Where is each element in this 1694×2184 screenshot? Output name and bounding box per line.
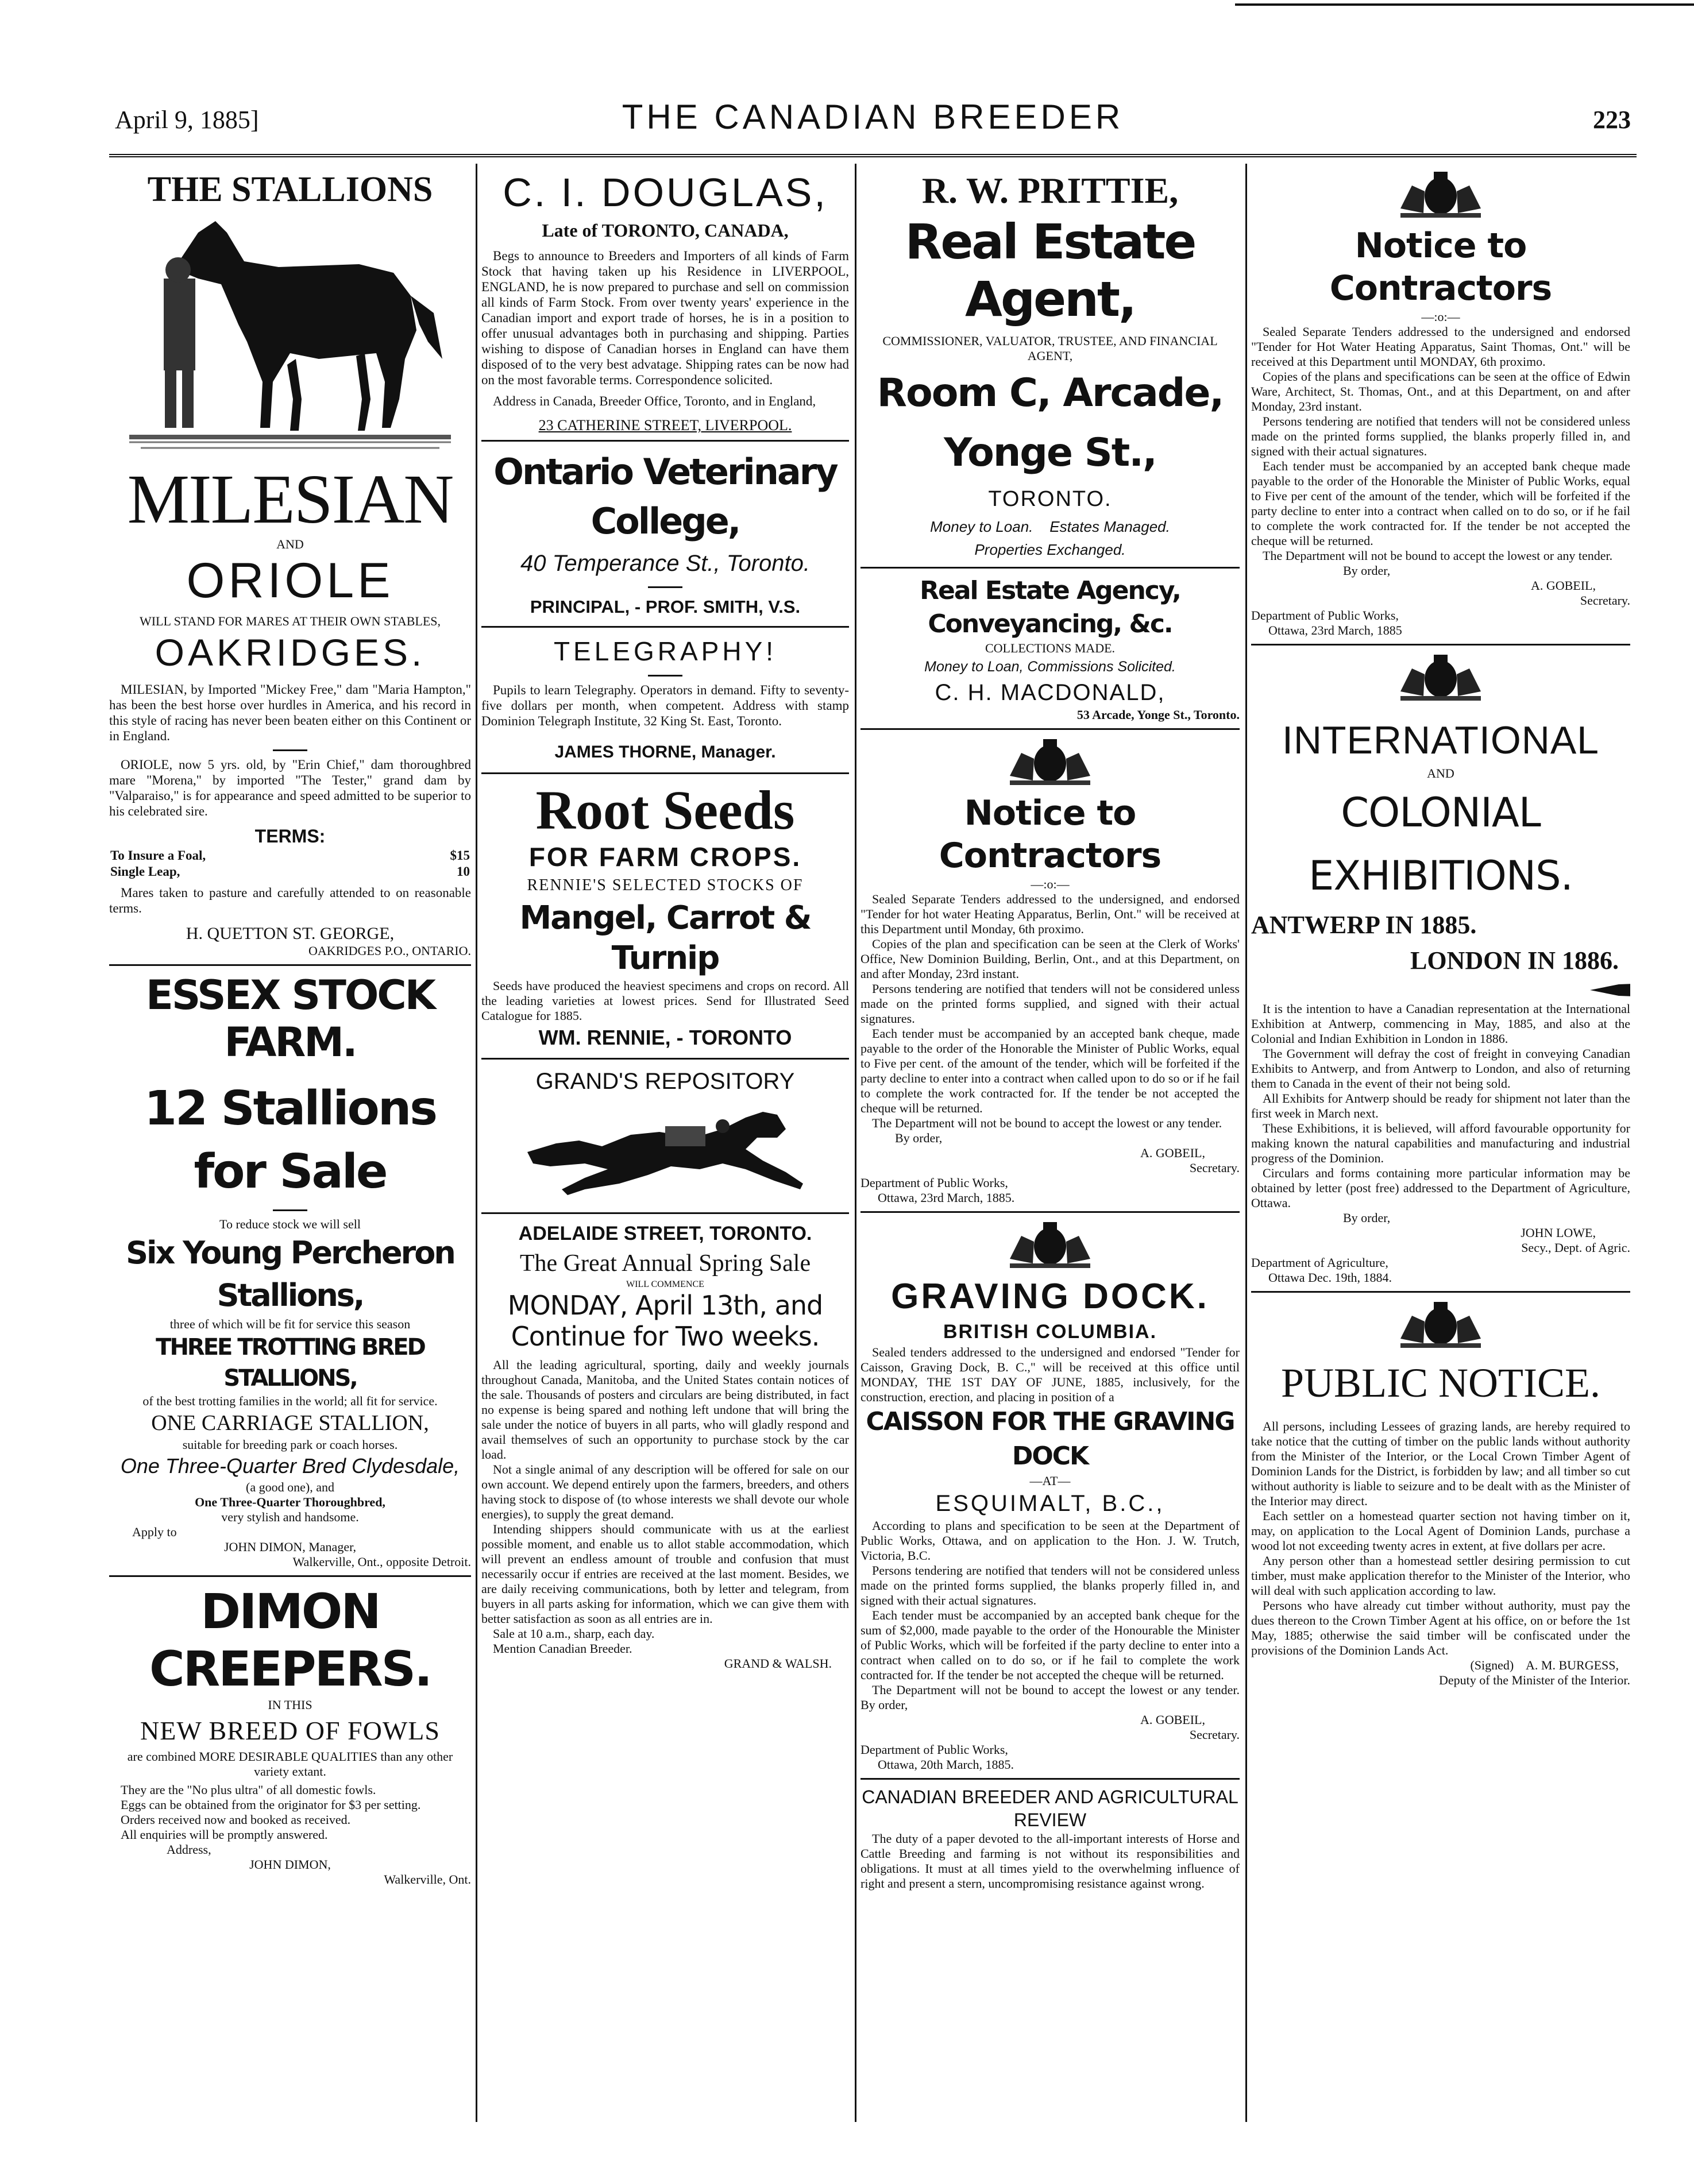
by-order-text: By order, xyxy=(1343,563,1391,578)
real-estate-heading: Real Estate Agent, xyxy=(905,214,1195,327)
oakridges-heading: OAKRIDGES. xyxy=(155,631,426,674)
divider xyxy=(1251,644,1630,645)
column-4 xyxy=(1251,164,1630,2122)
column-rule xyxy=(855,164,856,2122)
commissioner-text: COMMISSIONER, VALUATOR, TRUSTEE, AND FINANCIAL AGENT, xyxy=(882,334,1218,363)
secretary-title: Secretary. xyxy=(1580,593,1630,608)
trotting-heading: THREE TROTTING BRED STALLIONS, xyxy=(156,1334,425,1391)
oriole-heading: ORIOLE xyxy=(186,553,394,608)
douglas-address-line: Address in Canada, Breeder Office, Toronto, and in England, xyxy=(493,394,816,408)
will-commence-text: WILL COMMENCE xyxy=(626,1280,704,1289)
by-order-text: By order, xyxy=(895,1131,943,1145)
grand-walsh-text: GRAND & WALSH. xyxy=(724,1656,832,1671)
divider xyxy=(109,1575,471,1577)
dept2-text: Department of Public Works, xyxy=(860,1742,1008,1757)
temperance-text: 40 Temperance St., Toronto. xyxy=(520,551,811,576)
burgess-title: Deputy of the Minister of the Interior. xyxy=(1439,1673,1630,1687)
mention-text: Mention Canadian Breeder. xyxy=(493,1641,632,1656)
notice-separator: —:o:— xyxy=(1421,310,1460,324)
room-heading: Room C, Arcade, Yonge St., xyxy=(877,370,1224,476)
telegraphy-body: Pupils to learn Telegraphy. Operators in demand. Fifty to seventy-five dollars per month, when competent. Address with stamp Dominion Telegraph Institute, 32 King St. East, Toronto. xyxy=(481,683,849,728)
best-trot-text: of the best trotting families in the world; all fit for service. xyxy=(142,1394,438,1408)
notice-heading: Notice to Contractors xyxy=(1329,226,1552,308)
seeds-body: Seeds have produced the heaviest specimens and crops on record. All the leading varieties at lowest prices. Send for Illustrated Seed Catalogue for 1885. xyxy=(481,979,849,1023)
terms-label: Single Leap, xyxy=(110,864,180,879)
plus-ultra-text: They are the "No plus ultra" of all domestic fowls. xyxy=(121,1783,376,1797)
notice-body-3: Persons tendering are notified that tenders will not be considered unless made on the printed forms supplied, the blanks properly filled in, and signed with their actual signatures. xyxy=(1251,414,1630,458)
sale-time-text: Sale at 10 a.m., sharp, each day. xyxy=(493,1626,655,1641)
eggs-text: Eggs can be obtained from the originator for $3 per setting. xyxy=(121,1798,421,1812)
adelaide-text: ADELAIDE STREET, TORONTO. xyxy=(518,1223,812,1244)
issue-date: April 9, 1885] xyxy=(115,106,259,134)
column-2 xyxy=(481,164,849,2122)
divider xyxy=(481,772,849,774)
milesian-description: MILESIAN, by Imported "Mickey Free," dam "Maria Hampton," has been the best horse over hurdles in America, and his record in this style of racing has never been beaten either on this Continent or in England. xyxy=(109,682,471,743)
london-heading: LONDON IN 1886. xyxy=(1410,946,1619,975)
esquimalt-heading: ESQUIMALT, B.C., xyxy=(935,1491,1165,1516)
notice-body-2: Copies of the plans and specifications can be seen at the office of Edwin Ware, Architect, St. Thomas, Ont., and at this Department, on and after Monday, 23rd instant. xyxy=(1251,369,1630,413)
dimon-town: Walkerville, Ont. xyxy=(384,1872,471,1887)
dock-body-3: Persons tendering are notified that tenders will not be considered unless made on the printed forms supplied, the blanks properly filled in, and signed with their actual signatures. xyxy=(860,1563,1240,1607)
exhibition-body-3: All Exhibits for Antwerp should be ready for shipment not later than the first week in March next. xyxy=(1251,1091,1630,1120)
terms-table xyxy=(109,847,471,880)
divider xyxy=(860,1211,1240,1213)
dock-body-2: According to plans and specification to be seen at the Department of Public Works, Ottawa, and on application to the Hon. J. W. Trutch, Victoria, B.C. xyxy=(860,1518,1240,1563)
column-rule xyxy=(476,164,477,2122)
antwerp-heading: ANTWERP IN 1885. xyxy=(1251,911,1477,939)
dock-body-1: Sealed tenders addressed to the undersigned and endorsed "Tender for Caisson, Graving Dock, B. C.," will be received at this office until MONDAY, THE 1ST DAY OF JUNE, 1885, inclusively, for the construction, erection, and placing in position of a xyxy=(860,1345,1240,1404)
and-text: AND xyxy=(276,537,304,551)
royal-crest-icon xyxy=(1389,651,1492,703)
by-order-text: By order, xyxy=(1343,1211,1391,1225)
twelve-stallions-heading: 12 Stallions for Sale xyxy=(144,1081,437,1199)
notice-body-5: The Department will not be bound to accept the lowest or any tender. xyxy=(1263,548,1613,563)
rennie-text: WM. RENNIE, - TORONTO xyxy=(538,1026,792,1049)
prittie-heading: R. W. PRITTIE, xyxy=(921,170,1179,211)
divider xyxy=(648,586,682,588)
divider xyxy=(860,567,1240,569)
divider xyxy=(109,964,471,966)
money2-text: Money to Loan, Commissions Solicited. xyxy=(924,659,1176,675)
dimon-name: JOHN DIMON, xyxy=(249,1857,331,1872)
farm-crops-heading: FOR FARM CROPS. xyxy=(528,842,802,872)
dept-date: Ottawa, 23rd March, 1885. xyxy=(878,1190,1015,1205)
thorne-text: JAMES THORNE, Manager. xyxy=(554,743,776,761)
burgess-signature: (Signed) A. M. BURGESS, xyxy=(1470,1658,1619,1672)
terms-value: 10 xyxy=(457,864,470,879)
terms-row xyxy=(110,848,470,863)
macdonald-address: 53 Arcade, Yonge St., Toronto. xyxy=(1076,708,1240,722)
dept-text: Department of Public Works, xyxy=(1251,608,1399,623)
rennie-selected-text: RENNIE'S SELECTED STOCKS OF xyxy=(527,876,804,894)
in-this-text: IN THIS xyxy=(268,1698,312,1712)
percheron-heading: Six Young Percheron Stallions, xyxy=(126,1235,454,1313)
late-of-text: Late of TORONTO, CANADA, xyxy=(542,220,789,241)
toronto-heading: TORONTO. xyxy=(988,487,1112,511)
bc-heading: BRITISH COLUMBIA. xyxy=(943,1321,1157,1343)
royal-crest-icon xyxy=(998,1219,1102,1270)
dept-text: Department of Public Works, xyxy=(860,1176,1008,1190)
will-stand-text: WILL STAND FOR MARES AT THEIR OWN STABLES, xyxy=(139,614,441,628)
reduce-text: To reduce stock we will sell xyxy=(219,1217,361,1231)
pointing-hand-wrap xyxy=(1251,979,1630,1002)
ovc-heading: Ontario Veterinary College, xyxy=(493,451,837,542)
thoroughbred-heading: One Three-Quarter Thoroughbred, xyxy=(195,1495,385,1509)
royal-crest-icon xyxy=(1389,1298,1492,1350)
creepers-heading: DIMON CREEPERS. xyxy=(149,1583,431,1697)
exhibition-body-2: The Government will defray the cost of freight in conveying Canadian Exhibits to Antwerp, and from Antwerp to London, and also of returning them to Canada in the event of their not being sold. xyxy=(1251,1046,1630,1091)
milesian-heading: MILESIAN xyxy=(127,461,453,538)
notice-body-4: Each tender must be accompanied by an accepted bank cheque made payable to the order of the Honorable the Minister of Public Works, equal to Five per cent of the amount of the tender, which will be forfeited if the party decline to enter into a contract when called on to do so, or if he fail to complete the work contracted for. If the tender be not accepted the cheque will be returned. xyxy=(1251,459,1630,548)
top-rule xyxy=(1235,3,1694,6)
royal-crest-icon xyxy=(1389,168,1492,220)
stylish-text: very stylish and handsome. xyxy=(221,1510,359,1524)
clydesdale-heading: One Three-Quarter Bred Clydesdale, xyxy=(120,1454,460,1478)
agency-heading: Real Estate Agency, Conveyancing, &c. xyxy=(920,576,1180,639)
colonial-heading: COLONIAL EXHIBITIONS. xyxy=(1309,789,1573,899)
grands-heading: GRAND'S REPOSITORY xyxy=(535,1069,795,1094)
page-header xyxy=(115,98,1631,138)
essex-heading: ESSEX STOCK FARM. xyxy=(146,972,434,1066)
money-text: Money to Loan. Estates Managed. xyxy=(930,518,1170,535)
column-1 xyxy=(109,164,471,2122)
stallions-heading: THE STALLIONS xyxy=(147,170,433,209)
caisson-heading: CAISSON FOR THE GRAVING DOCK xyxy=(866,1407,1234,1471)
divider xyxy=(273,749,307,751)
monday-heading: MONDAY, April 13th, and Continue for Two weeks. xyxy=(507,1290,823,1352)
page-number: 223 xyxy=(1593,106,1631,134)
header-rule xyxy=(109,154,1637,160)
divider xyxy=(860,728,1240,730)
douglas-heading: C. I. DOUGLAS, xyxy=(503,170,828,215)
dept2-date: Ottawa, 20th March, 1885. xyxy=(878,1757,1014,1772)
dept-date: Ottawa, 23rd March, 1885 xyxy=(1268,623,1402,637)
dock-body-4: Each tender must be accompanied by an accepted bank cheque for the sum of $2,000, made payable to the order of the Honourable the Minister of Public Works, which will be forfeited if the party decline to enter into a contract when called on to do so, or if he fail to complete the work contracted for. If the tender be not accepted the cheque will be returned. xyxy=(860,1608,1240,1682)
notice-separator: —:o:— xyxy=(1031,877,1070,891)
gobeil-name: A. GOBEIL, xyxy=(1140,1146,1205,1160)
at-text: —AT— xyxy=(1029,1474,1071,1488)
and-text: AND xyxy=(1427,766,1454,780)
running-horse-icon xyxy=(516,1097,815,1207)
divider xyxy=(481,440,849,442)
newspaper-title: THE CANADIAN BREEDER xyxy=(622,98,1124,136)
gobeil2-name: A. GOBEIL, xyxy=(1140,1713,1205,1727)
properties-text: Properties Exchanged. xyxy=(974,541,1126,558)
exhibition-body-4: These Exhibitions, it is believed, will afford favourable opportunity for making known the natural capabilities and manufacturing and industrial progress of the Dominion. xyxy=(1251,1121,1630,1165)
macdonald-heading: C. H. MACDONALD, xyxy=(935,680,1166,705)
terms-label: To Insure a Foal, xyxy=(110,848,206,863)
mares-text: Mares taken to pasture and carefully attended to on reasonable terms. xyxy=(109,886,471,915)
exhibition-body-5: Circulars and forms containing more particular information may be obtained by letter (post free) addressed to the Department of Agriculture, Ottawa. xyxy=(1251,1166,1630,1210)
horse-engraving-icon xyxy=(129,210,451,462)
enquiries-text: All enquiries will be promptly answered. xyxy=(121,1827,328,1842)
exhibition-body-1: It is the intention to have a Canadian representation at the International Exhibition at Antwerp, commencing in May, 1885, and also at the Colonial and Indian Exhibition in London in 1886. xyxy=(1251,1002,1630,1046)
public-notice-body-1: All persons, including Lessees of grazing lands, are hereby required to take notice that the cutting of timber on the public lands without authority from the Minister of the Interior, or the Local Crown Timber Agent of Dominion Lands for the District, is forbidden by law; and all timber so cut without authority is liable to seizure and to be dealt with as the Minister of the Interior may direct. xyxy=(1251,1419,1630,1508)
public-notice-body-3: Any person other than a homestead settler desiring permission to cut timber, must make application therefor to the Minister of the Interior, who will deal with such application according to law. xyxy=(1251,1553,1630,1598)
dimon-address: Walkerville, Ont., opposite Detroit. xyxy=(292,1555,471,1569)
root-seeds-heading: Root Seeds xyxy=(535,779,795,841)
sale-body-2: Not a single animal of any description will be offered for sale on our own account. We depend entirely upon the farmers, breeders, and others having stock to dispose of (to whose interests we shall devote our whole energies), to supply the great demand. xyxy=(481,1462,849,1521)
divider xyxy=(273,1209,307,1211)
terms-row xyxy=(110,864,470,879)
royal-crest-icon xyxy=(998,736,1102,787)
dock-body-5: The Department will not be bound to accept the lowest or any tender. By order, xyxy=(860,1683,1240,1712)
oriole-description: ORIOLE, now 5 yrs. old, by "Erin Chief," dam thoroughbred mare "Morena," by imported "The Tester," grand dam by "Valparaiso," is for appearance and speed admitted to be superior to his celebrated sire. xyxy=(109,757,471,818)
international-heading: INTERNATIONAL xyxy=(1282,718,1600,762)
lowe-name: JOHN LOWE, xyxy=(1521,1226,1596,1240)
mangel-heading: Mangel, Carrot & Turnip xyxy=(519,899,811,977)
suitable-text: suitable for breeding park or coach horses. xyxy=(182,1437,398,1452)
great-sale-heading: The Great Annual Spring Sale xyxy=(519,1250,811,1277)
divider xyxy=(648,675,682,677)
agri-dept-date: Ottawa Dec. 19th, 1884. xyxy=(1268,1270,1392,1285)
secretary-title: Secretary. xyxy=(1189,1161,1240,1175)
signer-address: OAKRIDGES P.O., ONTARIO. xyxy=(308,944,471,958)
column-rule xyxy=(1245,164,1247,2122)
address-label: Address, xyxy=(167,1842,211,1857)
divider xyxy=(481,1212,849,1214)
terms-value: $15 xyxy=(450,848,470,863)
divider xyxy=(1251,1291,1630,1293)
notice-body-3: Persons tendering are notified that tenders will not be considered unless made on the printed forms supplied, and signed with their actual signatures. xyxy=(860,981,1240,1026)
divider xyxy=(481,1058,849,1060)
notice-body-4: Each tender must be accompanied by an accepted bank cheque, made payable to the order of the Honorable the Minister of Public Works, equal to Five per cent. of the amount of the tender, which will be forfeited if the party decline to enter into a contract when called upon to do so or if he fail to complete the work contracted for. If the tender be not accepted the cheque will be returned. xyxy=(860,1026,1240,1115)
pointing-hand-icon xyxy=(1590,979,1630,1002)
good-text: (a good one), and xyxy=(246,1480,334,1494)
notice-body-2: Copies of the plan and specification can be seen at the Clerk of Works' Office, New Dominion Building, Berlin, Ont., and at this Department, on and after Monday, 23rd instant. xyxy=(860,937,1240,981)
three-of-text: three of which will be fit for service this season xyxy=(169,1317,411,1331)
carriage-heading: ONE CARRIAGE STALLION, xyxy=(151,1411,429,1435)
public-notice-body-4: Persons who have already cut timber without authority, must pay the dues thereon to the Crown Timber Agent at his office, on or before the 1st May, 1885; otherwise the said timber will be confiscated under the provisions of the Dominion Lands Act. xyxy=(1251,1598,1630,1657)
graving-heading: GRAVING DOCK. xyxy=(891,1277,1209,1316)
orders-text: Orders received now and booked as received. xyxy=(121,1812,351,1827)
catherine-street: 23 CATHERINE STREET, LIVERPOOL. xyxy=(538,417,792,434)
divider xyxy=(481,626,849,628)
douglas-body: Begs to announce to Breeders and Importers of all kinds of Farm Stock that having taken up his Residence in LIVERPOOL, ENGLAND, he is now prepared to purchase and sell on commission all kinds of Farm Stock. From over twenty years' experience in the Canadian import and export trade of horses, he is in a position to offer unusual advantages both in purchasing and shipping. Parties wishing to dispose of Canadian horses in England can have them disposed of to the very best advatage. Shipping rates can be now had on the most favorable terms. Correspondence solicited. xyxy=(481,249,849,387)
public-notice-heading: PUBLIC NOTICE. xyxy=(1281,1360,1600,1406)
notice-body-1: Sealed Separate Tenders addressed to the undersigned, and endorsed "Tender for hot water Heating Apparatus, Berlin, Ont." will be received at this Department until Monday, 6th proximo. xyxy=(860,892,1240,936)
signer-name: H. QUETTON ST. GEORGE, xyxy=(186,924,395,943)
column-3 xyxy=(860,164,1240,2122)
breeder-review-heading: CANADIAN BREEDER AND AGRICULTURAL REVIEW xyxy=(862,1787,1238,1830)
dimon-manager: JOHN DIMON, Manager, xyxy=(223,1540,357,1554)
apply-text: Apply to xyxy=(132,1525,177,1539)
sale-body-1: All the leading agricultural, sporting, daily and weekly journals throughout Canada, Manitoba, and the United States contain notices of the sale. Thousands of posters and circulars are being distributed, in fact no expense is being spared and nothing left undone that will bring the sale under the notice of buyers in all parts, who will gladly respond and avail themselves of such an opportunity to purchase stock by the car load. xyxy=(481,1358,849,1462)
new-breed-heading: NEW BREED OF FOWLS xyxy=(140,1716,440,1745)
secretary2-title: Secretary. xyxy=(1189,1727,1240,1742)
notice-body-5: The Department will not be bound to accept the lowest or any tender. xyxy=(872,1116,1222,1130)
principal-text: PRINCIPAL, - PROF. SMITH, V.S. xyxy=(530,597,801,617)
public-notice-body-2: Each settler on a homestead quarter section not having timber on it, may, on application to the Local Agent of Dominion Lands, purchase a wood lot not exceeding twenty acres in extent, at five dollars per acre. xyxy=(1251,1509,1630,1553)
lowe-title: Secy., Dept. of Agric. xyxy=(1521,1240,1630,1255)
notice-body-1: Sealed Separate Tenders addressed to the undersigned and endorsed "Tender for Hot Water Heating Apparatus, Saint Thomas, Ont." will be received at this Department until MONDAY, 6th proximo. xyxy=(1251,324,1630,369)
sale-body-3: Intending shippers should communicate with us at the earliest possible moment, and enable us to allot stable accommodation, which will prevent an endless amount of trouble and confusion that must necessarily occur if entries are received at the last moment. Besides, we are daily receiving communications, both by letter and telegram, from buyers in all parts asking for information, which we can give them with better satisfaction as soon as all entries are in. xyxy=(481,1522,849,1626)
breeder-review-body: The duty of a paper devoted to the all-important interests of Horse and Cattle Breeding and farming is not without its responsibilities and obligations. It must at all times yield to the overwhelming influence of right and present a stern, uncompromising resistance against wrong. xyxy=(860,1831,1240,1891)
telegraphy-heading: TELEGRAPHY! xyxy=(553,636,777,666)
combined-text: are combined MORE DESIRABLE QUALITIES than any other variety extant. xyxy=(127,1749,453,1779)
terms-heading: TERMS: xyxy=(254,826,326,846)
collections-text: COLLECTIONS MADE. xyxy=(985,641,1116,655)
gobeil-name: A. GOBEIL, xyxy=(1530,578,1596,593)
divider xyxy=(860,1778,1240,1780)
notice-heading: Notice to Contractors xyxy=(939,793,1162,876)
agri-dept-text: Department of Agriculture, xyxy=(1251,1255,1388,1270)
